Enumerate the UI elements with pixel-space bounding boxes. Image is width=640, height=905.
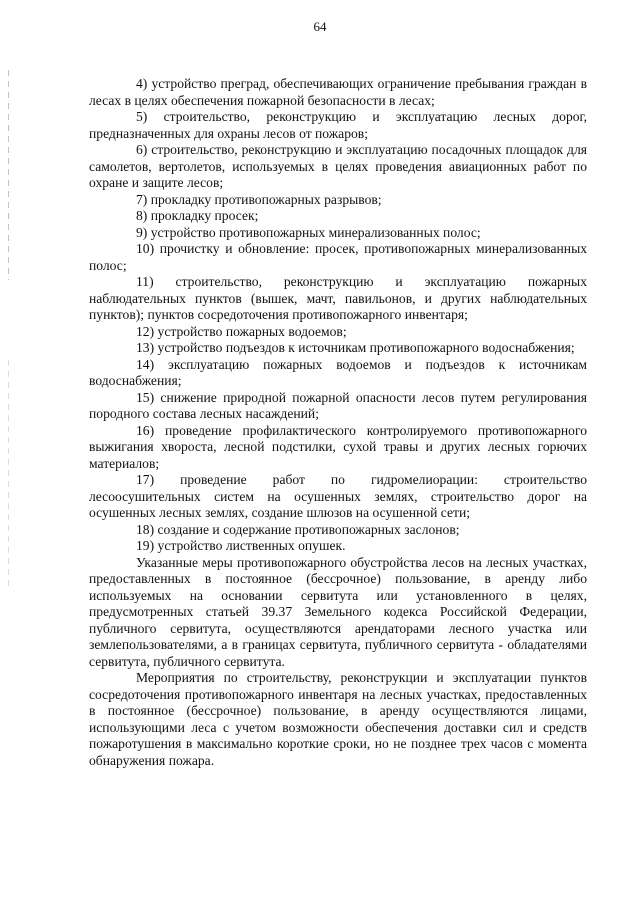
list-item-9: 9) устройство противопожарных минерализованных полос; xyxy=(136,224,481,240)
body-paragraph-activities: Мероприятия по строительству, реконструкции и эксплуатации пунктов сосредоточения противопожарного инвентаря на лесных участках, предоставленных в постоянное (бессрочное) пользование, в аренду осуществляются лицами, использующими леса с учетом возможности обеспечения доставки сил и средств пожаротушения в максимально короткие сроки, но не позднее трех часов с момента обнаружения пожара. xyxy=(89,670,587,768)
list-item-8: 8) прокладку просек; xyxy=(136,208,259,223)
list-item-4: 4) устройство преград, обеспечивающих ограничение пребывания граждан в лесах в целях обеспечения пожарной безопасности в лесах; xyxy=(89,76,587,108)
list-item-13: 13) устройство подъездов к источникам противопожарного водоснабжения; xyxy=(136,340,575,355)
body-paragraph-measures: Указанные меры противопожарного обустройства лесов на лесных участках, предоставленных в постоянное (бессрочное) пользование, в аренду либо используемых на основании сервитута или установленного в целях, предусмотренных статьей 39.37 Земельного кодекса Российской Федерации, публичного сервитута, осуществляются арендаторами лесного участка или землепользователями, а в границах сервитута, публичного сервитута - обладателями сервитута, публичного сервитута. xyxy=(89,554,587,669)
list-item-14: 14) эксплуатацию пожарных водоемов и подъездов к источникам водоснабжения; xyxy=(89,356,587,388)
list-item-7: 7) прокладку противопожарных разрывов; xyxy=(136,191,382,207)
list-item-16: 16) проведение профилактического контролируемого противопожарного выжигания хвороста, лесной подстилки, сухой травы и других лесных горючих материалов; xyxy=(89,422,587,471)
scan-edge-mark-lower xyxy=(8,360,9,590)
list-item-5: 5) строительство, реконструкцию и эксплуатацию лесных дорог, предназначенных для охраны лесов от пожаров; xyxy=(89,109,587,141)
page-number: 64 xyxy=(313,19,327,34)
list-item-15: 15) снижение природной пожарной опасности лесов путем регулирования породного состава лесных насаждений; xyxy=(89,389,587,421)
list-item-18: 18) создание и содержание противопожарных заслонов; xyxy=(136,521,460,537)
list-item-6: 6) строительство, реконструкцию и эксплуатацию посадочных площадок для самолетов, вертолетов, используемых в целях проведения авиационных работ по охране и защите лесов; xyxy=(89,142,587,190)
list-item-19: 19) устройство лиственных опушек. xyxy=(136,538,346,553)
list-item-10: 10) прочистку и обновление: просек, противопожарных минерализованных полос; xyxy=(89,241,587,273)
scan-edge-mark xyxy=(8,70,9,280)
list-item-11: 11) строительство, реконструкцию и эксплуатацию пожарных наблюдательных пунктов (вышек, мачт, павильонов, и других наблюдательных пунктов); пунктов сосредоточения противопожарного инвентаря; xyxy=(89,274,587,322)
list-item-12: 12) устройство пожарных водоемов; xyxy=(136,323,347,339)
document-body xyxy=(89,76,587,769)
list-item-17: 17) проведение работ по гидромелиорации: строительство лесоосушительных систем на осушенных землях, строительство дорог на осушенных лесных землях, создание шлюзов на осушенной сети; xyxy=(89,472,587,520)
